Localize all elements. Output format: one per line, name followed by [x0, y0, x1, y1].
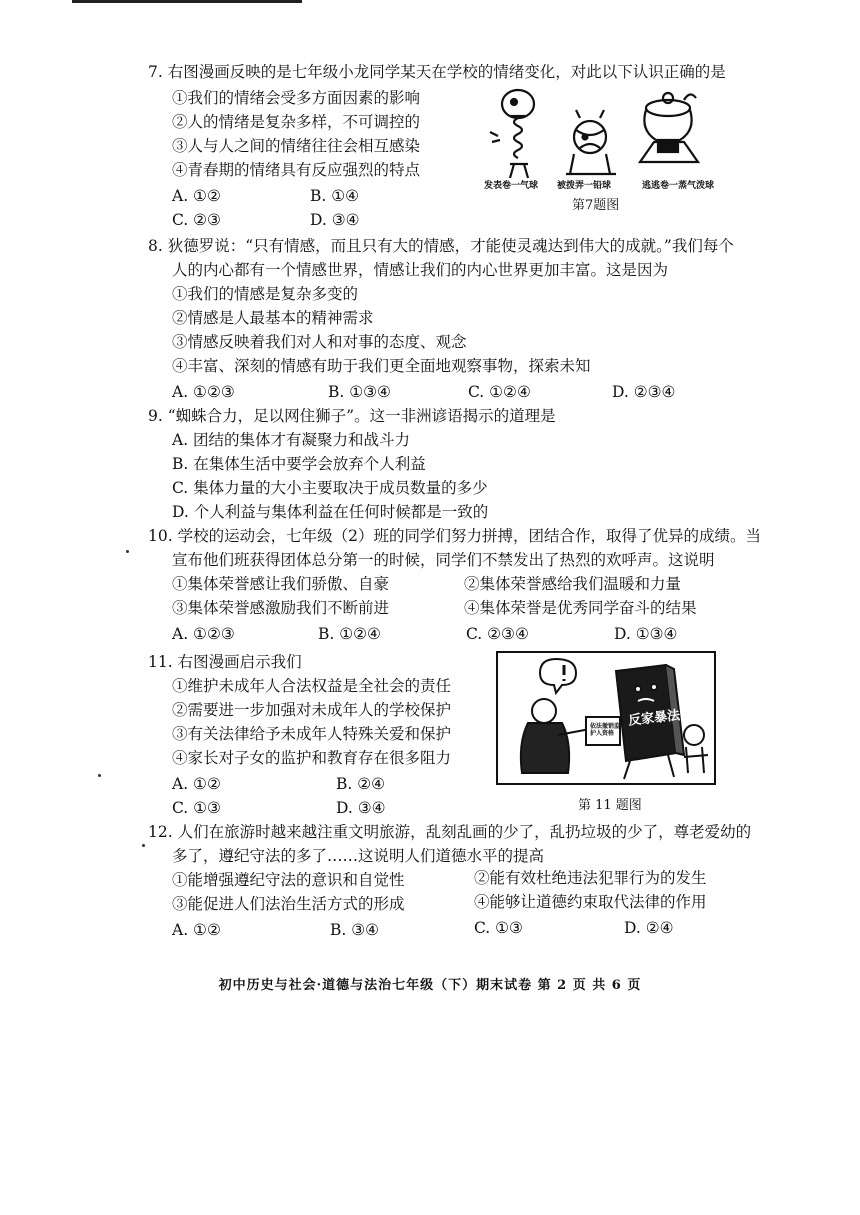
q7-cartoon-image — [470, 82, 720, 192]
q11-option-b[interactable]: B. ②④ — [336, 775, 386, 793]
q8-option-b[interactable]: B. ①③④ — [328, 383, 391, 401]
q10-item-2: ②集体荣誉感给我们温暖和力量 — [464, 575, 682, 593]
q7-option-d[interactable]: D. ③④ — [310, 211, 360, 229]
q8-stem-line-1: 8. 狄德罗说：“只有情感，而且只有大的情感，才能使灵魂达到伟大的成就。”我们每个 — [148, 237, 734, 255]
q12-option-a[interactable]: A. ①② — [172, 921, 221, 939]
q11-item-1: ①维护未成年人合法权益是全社会的责任 — [172, 677, 452, 695]
q11-item-2: ②需要进一步加强对未成年人的学校保护 — [172, 701, 452, 719]
q12-item-4: ④能够让道德约束取代法律的作用 — [474, 893, 707, 911]
q7-option-c[interactable]: C. ②③ — [172, 211, 221, 229]
q10-stem-line-1: 10. 学校的运动会，七年级（2）班的同学们努力拼搏，团结合作，取得了优异的成绩。当 — [148, 527, 761, 545]
q10-stem-line-2: 宣布他们班获得团体总分第一的时候，同学们不禁发出了热烈的欢呼声。这说明 — [172, 551, 715, 569]
q8-item-4: ④丰富、深刻的情感有助于我们更全面地观察事物，探索未知 — [172, 357, 591, 375]
q7-option-a[interactable]: A. ①② — [172, 187, 221, 205]
q10-option-a[interactable]: A. ①②③ — [172, 625, 235, 643]
q9-option-a[interactable]: A. 团结的集体才有凝聚力和战斗力 — [172, 431, 411, 449]
scan-speck — [126, 550, 129, 553]
q12-option-d[interactable]: D. ②④ — [624, 919, 674, 937]
q11-paper-text: 依法撤销监护人资格 — [590, 723, 621, 737]
q11-item-4: ④家长对子女的监护和教育存在很多阻力 — [172, 749, 452, 767]
q12-stem-line-2: 多了，遵纪守法的多了……这说明人们道德水平的提高 — [172, 847, 545, 865]
q7-item-2: ②人的情绪是复杂多样，不可调控的 — [172, 113, 421, 131]
q11-stem: 11. 右图漫画启示我们 — [148, 653, 302, 671]
q8-item-2: ②情感是人最基本的精神需求 — [172, 309, 374, 327]
q7-panel-label-1: 发表卷一气球 — [484, 181, 539, 191]
q9-option-b[interactable]: B. 在集体生活中要学会放弃个人利益 — [172, 455, 426, 473]
q7-stem: 7. 右图漫画反映的是七年级小龙同学某天在学校的情绪变化，对此以下认识正确的是 — [148, 63, 726, 81]
top-rule — [72, 0, 302, 3]
q11-figure-caption: 第 11 题图 — [578, 798, 642, 813]
q8-stem-line-2: 人的内心都有一个情感世界，情感让我们的内心世界更加丰富。这是因为 — [172, 261, 669, 279]
q10-item-4: ④集体荣誉是优秀同学奋斗的结果 — [464, 599, 697, 617]
q10-item-3: ③集体荣誉感激励我们不断前进 — [172, 599, 390, 617]
q10-option-b[interactable]: B. ①②④ — [318, 625, 381, 643]
q12-stem-line-1: 12. 人们在旅游时越来越注重文明旅游，乱刻乱画的少了，乱扔垃圾的少了，尊老爱幼的 — [148, 823, 752, 841]
q11-item-3: ③有关法律给予未成年人特殊关爱和保护 — [172, 725, 452, 743]
q7-panel-label-3: 逃逃卷一蒸气泼球 — [642, 181, 715, 191]
q7-item-1: ①我们的情绪会受多方面因素的影响 — [172, 89, 421, 107]
q11-option-d[interactable]: D. ③④ — [336, 799, 386, 817]
page-footer: 初中历史与社会·道德与法治七年级（下）期末试卷 第 2 页 共 6 页 — [218, 978, 642, 993]
q12-item-3: ③能促进人们法治生活方式的形成 — [172, 895, 405, 913]
q8-item-3: ③情感反映着我们对人和对事的态度、观念 — [172, 333, 467, 351]
q11-option-a[interactable]: A. ①② — [172, 775, 221, 793]
scan-speck — [142, 844, 145, 847]
q11-book-title: 反家暴法 — [627, 708, 681, 729]
q12-item-2: ②能有效杜绝违法犯罪行为的发生 — [474, 869, 707, 887]
q10-option-c[interactable]: C. ②③④ — [466, 625, 529, 643]
q7-panel-label-2: 被拨弄一铅球 — [557, 181, 612, 191]
q8-option-d[interactable]: D. ②③④ — [612, 383, 676, 401]
q8-option-c[interactable]: C. ①②④ — [468, 383, 531, 401]
q12-option-b[interactable]: B. ③④ — [330, 921, 380, 939]
q9-option-d[interactable]: D. 个人利益与集体利益在任何时候都是一致的 — [172, 503, 489, 521]
q12-option-c[interactable]: C. ①③ — [474, 919, 523, 937]
q7-item-3: ③人与人之间的情绪往往会相互感染 — [172, 137, 421, 155]
q11-option-c[interactable]: C. ①③ — [172, 799, 221, 817]
q10-item-1: ①集体荣誉感让我们骄傲、自豪 — [172, 575, 390, 593]
q12-item-1: ①能增强遵纪守法的意识和自觉性 — [172, 871, 405, 889]
scan-speck — [98, 774, 101, 777]
q11-cartoon-drawing — [498, 653, 714, 783]
q9-option-c[interactable]: C. 集体力量的大小主要取决于成员数量的多少 — [172, 479, 488, 497]
q11-cartoon-image — [496, 651, 716, 785]
q10-option-d[interactable]: D. ①③④ — [614, 625, 678, 643]
q8-item-1: ①我们的情感是复杂多变的 — [172, 285, 359, 303]
q9-stem: 9. “蜘蛛合力，足以网住狮子”。这一非洲谚语揭示的道理是 — [148, 407, 556, 425]
q8-option-a[interactable]: A. ①②③ — [172, 383, 235, 401]
q7-option-b[interactable]: B. ①④ — [310, 187, 360, 205]
q7-figure-caption: 第7题图 — [572, 198, 620, 213]
q7-item-4: ④青春期的情绪具有反应强烈的特点 — [172, 161, 421, 179]
